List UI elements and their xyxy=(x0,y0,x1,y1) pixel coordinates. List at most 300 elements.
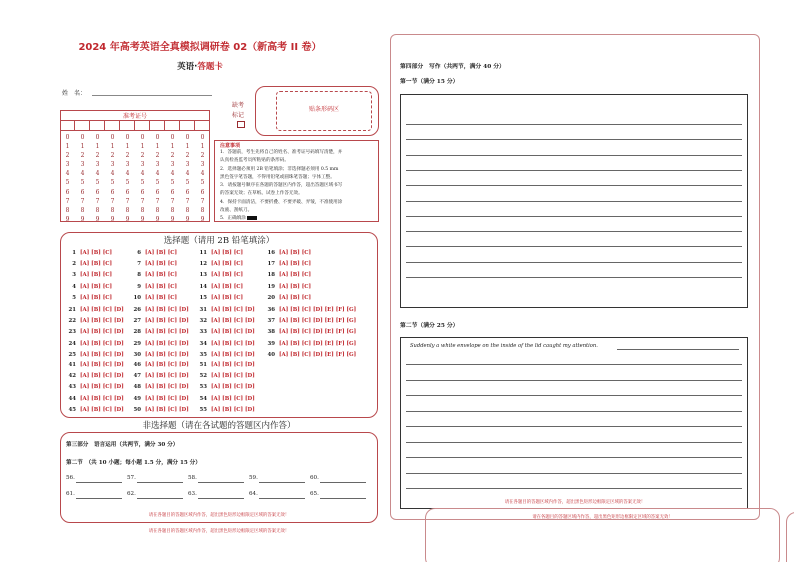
choice-question[interactable] xyxy=(131,250,177,256)
blank-line[interactable] xyxy=(76,482,122,483)
answer-options[interactable]: [A] [B] [C] [D] xyxy=(80,329,124,336)
choice-question[interactable] xyxy=(66,250,112,256)
exam-digit-bubble[interactable]: 9 xyxy=(65,215,70,223)
choice-question[interactable] xyxy=(66,352,124,358)
choice-question[interactable] xyxy=(265,329,356,335)
exam-digit-bubble[interactable]: 4 xyxy=(170,170,175,178)
question-number: 47 xyxy=(133,373,141,380)
exam-digit-bubble[interactable]: 4 xyxy=(65,170,70,178)
answer-options[interactable]: [A] [B] [C] [D] xyxy=(211,362,255,368)
choice-question[interactable] xyxy=(131,318,189,324)
blank-line[interactable] xyxy=(320,498,366,499)
exam-digit-bubble[interactable]: 7 xyxy=(80,197,85,205)
choice-question[interactable] xyxy=(197,284,243,290)
exam-digit-bubble[interactable]: 8 xyxy=(185,206,190,214)
answer-options[interactable]: [A] [B] [C] xyxy=(145,283,178,290)
question-number: 33 xyxy=(199,329,207,336)
exam-digit-cell[interactable] xyxy=(165,121,180,131)
exam-digit-bubble[interactable]: 1 xyxy=(200,143,205,151)
answer-options[interactable]: [A] [B] [C] xyxy=(80,272,113,279)
exam-digit-bubble[interactable]: 4 xyxy=(155,170,160,178)
answer-options[interactable]: [A] [B] [C] [D] xyxy=(80,395,124,402)
choice-question[interactable] xyxy=(197,318,255,324)
exam-digit-bubble[interactable]: 6 xyxy=(125,188,130,196)
answer-options[interactable]: [A] [B] [C] [D] xyxy=(145,406,189,413)
exam-digit-bubble[interactable]: 3 xyxy=(65,161,70,169)
exam-digit-bubble[interactable]: 6 xyxy=(110,188,115,196)
choice-question[interactable] xyxy=(66,396,124,402)
absent-checkbox[interactable] xyxy=(237,121,245,128)
part4-label: 第四部分 写作（共两节，满分 40 分） xyxy=(400,64,505,70)
exam-digit-bubble[interactable]: 6 xyxy=(170,188,175,196)
exam-digit-bubble[interactable]: 0 xyxy=(80,134,85,141)
exam-digit-bubble[interactable]: 1 xyxy=(140,143,145,151)
exam-digit-cell[interactable] xyxy=(180,121,195,131)
answer-options[interactable]: [A] [B] [C] [D] xyxy=(145,318,189,325)
writing-line[interactable] xyxy=(406,139,742,140)
answer-options[interactable]: [A] [B] [C] [D] xyxy=(145,329,189,336)
exam-digit-bubble[interactable]: 1 xyxy=(110,143,115,151)
answer-options[interactable]: [A] [B] [C] xyxy=(80,250,113,256)
exam-digit-bubble[interactable]: 8 xyxy=(155,206,160,214)
exam-digit-bubble[interactable]: 9 xyxy=(125,215,130,223)
exam-digit-bubble[interactable]: 7 xyxy=(125,197,130,205)
exam-digit-bubble[interactable]: 8 xyxy=(170,206,175,214)
choice-question[interactable] xyxy=(265,284,311,290)
choice-question[interactable] xyxy=(265,272,311,278)
writing-line[interactable] xyxy=(406,364,742,365)
blank-line[interactable] xyxy=(198,498,244,499)
exam-digit-bubble[interactable]: 2 xyxy=(185,152,190,160)
question-number: 7 xyxy=(137,261,141,268)
question-number: 49 xyxy=(133,395,141,402)
question-number: 5 xyxy=(72,294,76,301)
writing-line[interactable] xyxy=(406,155,742,156)
exam-digit-bubble[interactable]: 4 xyxy=(140,170,145,178)
exam-digit-bubble[interactable]: 1 xyxy=(65,143,70,151)
page-subtitle: 英语·答题卡 xyxy=(177,62,223,72)
answer-options[interactable]: [A] [B] [C] xyxy=(211,261,244,268)
question-number: 12 xyxy=(199,261,207,268)
exam-digit-bubble[interactable]: 0 xyxy=(170,134,175,141)
question-number: 1 xyxy=(72,250,76,256)
blank-line[interactable] xyxy=(259,482,305,483)
answer-options[interactable]: [A] [B] [C] [D] xyxy=(145,340,189,347)
exam-digit-bubble[interactable]: 0 xyxy=(185,134,190,141)
exam-digit-bubble[interactable]: 1 xyxy=(155,143,160,151)
choice-question[interactable] xyxy=(197,362,255,368)
exam-digit-bubble[interactable]: 8 xyxy=(140,206,145,214)
answer-options[interactable]: [A] [B] [C] [D] xyxy=(145,373,189,380)
exam-digit-bubble[interactable]: 8 xyxy=(80,206,85,214)
exam-digit-bubble[interactable]: 6 xyxy=(65,188,70,196)
question-number: 10 xyxy=(133,294,141,301)
answer-options[interactable]: [A] [B] [C] [D] xyxy=(211,351,255,358)
answer-options[interactable]: [A] [B] [C] [D] xyxy=(145,351,189,358)
question-number: 2 xyxy=(72,261,76,268)
exam-digit-bubble[interactable]: 9 xyxy=(80,215,85,223)
choice-question[interactable] xyxy=(131,295,177,301)
answer-options[interactable]: [A] [B] [C] xyxy=(80,294,113,301)
exam-digit-bubble[interactable]: 7 xyxy=(95,197,100,205)
writing-line[interactable] xyxy=(406,170,742,171)
answer-options[interactable]: [A] [B] [C] [D] xyxy=(80,373,124,380)
exam-digit-bubble[interactable]: 3 xyxy=(95,161,100,169)
choice-question[interactable] xyxy=(197,272,243,278)
exam-digit-bubble[interactable]: 4 xyxy=(80,170,85,178)
answer-options[interactable]: [A] [B] [C] [D] xyxy=(145,362,189,368)
blank-label: 64. xyxy=(249,491,258,497)
question-number: 19 xyxy=(267,283,275,290)
choice-question[interactable] xyxy=(197,373,255,379)
choice-question[interactable] xyxy=(66,373,124,379)
exam-digit-bubble[interactable]: 4 xyxy=(200,170,205,178)
answer-options[interactable]: [A] [B] [C] [D] xyxy=(80,406,124,413)
question-number: 4 xyxy=(72,283,76,290)
exam-digit-bubble[interactable]: 0 xyxy=(125,134,130,141)
exam-digit-bubble[interactable]: 5 xyxy=(110,179,115,187)
exam-digit-bubble[interactable]: 9 xyxy=(155,215,160,223)
exam-digit-column xyxy=(108,133,117,224)
exam-digit-bubble[interactable]: 6 xyxy=(200,188,205,196)
answer-options[interactable]: [A] [B] [C] [D] xyxy=(80,384,124,391)
exam-digit-bubble[interactable]: 8 xyxy=(125,206,130,214)
choice-question[interactable] xyxy=(131,384,189,390)
answer-options[interactable]: [A] [B] [C] xyxy=(279,272,312,279)
answer-options[interactable]: [A] [B] [C] xyxy=(80,283,113,290)
choice-question[interactable] xyxy=(66,295,112,301)
question-number: 13 xyxy=(199,272,207,279)
writing-line[interactable] xyxy=(406,488,742,489)
choice-question[interactable] xyxy=(265,295,311,301)
exam-digit-bubble[interactable]: 2 xyxy=(155,152,160,160)
question-number: 29 xyxy=(133,340,141,347)
exam-digit-bubble[interactable]: 7 xyxy=(170,197,175,205)
question-number: 20 xyxy=(267,294,275,301)
choice-question[interactable] xyxy=(66,407,124,413)
answer-options[interactable]: [A] [B] [C] xyxy=(145,261,178,268)
choice-question[interactable] xyxy=(131,407,189,413)
exam-digit-cell[interactable] xyxy=(135,121,150,131)
exam-digit-cell[interactable] xyxy=(90,121,105,131)
choice-question[interactable] xyxy=(265,261,311,267)
exam-digit-bubble[interactable]: 1 xyxy=(170,143,175,151)
choice-question[interactable] xyxy=(66,384,124,390)
writing-line[interactable] xyxy=(406,426,742,427)
writing-line[interactable] xyxy=(406,395,742,396)
writing-line[interactable] xyxy=(406,473,742,474)
choice-question[interactable] xyxy=(197,407,255,413)
choice-question[interactable] xyxy=(131,329,189,335)
choice-question[interactable] xyxy=(131,352,189,358)
exam-digit-bubble[interactable]: 9 xyxy=(170,215,175,223)
choice-question[interactable] xyxy=(265,318,356,324)
answer-options[interactable]: [A] [B] [C] [D] xyxy=(145,395,189,402)
choice-question[interactable] xyxy=(66,362,124,368)
question-number: 26 xyxy=(133,307,141,313)
choice-question[interactable] xyxy=(197,250,243,256)
exam-digit-bubble[interactable]: 8 xyxy=(200,206,205,214)
writing-line[interactable] xyxy=(406,185,742,186)
answer-options[interactable]: [A] [B] [C] xyxy=(279,294,312,301)
question-number: 48 xyxy=(133,384,141,391)
choice-question[interactable] xyxy=(66,284,112,290)
question-number: 3 xyxy=(72,272,76,279)
writing-line[interactable] xyxy=(406,246,742,247)
answer-options[interactable]: [A] [B] [C] xyxy=(211,272,244,279)
choice-question[interactable] xyxy=(66,329,124,335)
question-number: 22 xyxy=(68,318,76,325)
choice-question[interactable] xyxy=(197,295,243,301)
answer-options[interactable]: [A] [B] [C] [D] xyxy=(211,395,255,402)
writing-line[interactable] xyxy=(406,442,742,443)
choice-question[interactable] xyxy=(265,341,356,347)
exam-digit-cell[interactable] xyxy=(105,121,120,131)
answer-options[interactable]: [A] [B] [C] [D] xyxy=(211,340,255,347)
exam-digit-bubble[interactable]: 0 xyxy=(140,134,145,141)
exam-digit-bubble[interactable]: 5 xyxy=(65,179,70,187)
choice-question[interactable] xyxy=(197,341,255,347)
choice-question[interactable] xyxy=(66,341,124,347)
exam-digit-bubble[interactable]: 9 xyxy=(200,215,205,223)
exam-digit-bubble[interactable]: 2 xyxy=(80,152,85,160)
answer-options[interactable]: [A] [B] [C] [D] [E] [F] [G] xyxy=(279,307,357,313)
exam-digit-bubble[interactable]: 6 xyxy=(185,188,190,196)
writing-section2-box[interactable] xyxy=(400,337,748,509)
blank-label: 56. xyxy=(66,475,75,481)
exam-digit-column xyxy=(153,133,162,224)
answer-options[interactable]: [A] [B] [C] [D] xyxy=(211,373,255,380)
exam-digit-bubble[interactable]: 2 xyxy=(95,152,100,160)
exam-digit-bubble[interactable]: 6 xyxy=(80,188,85,196)
choice-question[interactable] xyxy=(66,261,112,267)
answer-options[interactable]: [A] [B] [C] [D] [E] [F] [G] xyxy=(279,340,357,347)
choice-question[interactable] xyxy=(131,396,189,402)
exam-digit-bubble[interactable]: 3 xyxy=(125,161,130,169)
exam-digit-bubble[interactable]: 5 xyxy=(95,179,100,187)
choice-question[interactable] xyxy=(66,318,124,324)
choice-question[interactable] xyxy=(265,307,356,313)
exam-digit-bubble[interactable]: 7 xyxy=(155,197,160,205)
choice-question[interactable] xyxy=(197,329,255,335)
exam-digit-bubble[interactable]: 7 xyxy=(110,197,115,205)
exam-digit-bubble[interactable]: 3 xyxy=(110,161,115,169)
choice-question[interactable] xyxy=(265,250,311,256)
answer-options[interactable]: [A] [B] [C] [D] xyxy=(80,351,124,358)
answer-options[interactable]: [A] [B] [C] [D] xyxy=(80,362,124,368)
name-line[interactable] xyxy=(92,95,212,96)
answer-options[interactable]: [A] [B] [C] [D] xyxy=(80,318,124,325)
blank-label: 63. xyxy=(188,491,197,497)
exam-digit-bubble[interactable]: 3 xyxy=(80,161,85,169)
writing-line[interactable] xyxy=(406,380,742,381)
exam-digit-bubble[interactable]: 1 xyxy=(185,143,190,151)
right-warning: 请在各题目的答题区域内作答，超出黑色矩形边框限定区域的答案无效！ xyxy=(504,500,646,505)
answer-options[interactable]: [A] [B] [C] xyxy=(211,294,244,301)
question-number: 39 xyxy=(267,340,275,347)
answer-options[interactable]: [A] [B] [C] xyxy=(279,261,312,268)
choice-question[interactable] xyxy=(131,261,177,267)
exam-digit-bubble[interactable]: 0 xyxy=(110,134,115,141)
answer-options[interactable]: [A] [B] [C] [D] xyxy=(211,318,255,325)
choice-question[interactable] xyxy=(197,384,255,390)
exam-digit-bubble[interactable]: 7 xyxy=(200,197,205,205)
exam-digit-bubble[interactable]: 4 xyxy=(185,170,190,178)
exam-digit-cell[interactable] xyxy=(60,121,75,131)
answer-options[interactable]: [A] [B] [C] [D] xyxy=(80,307,124,313)
exam-digit-bubble[interactable]: 2 xyxy=(125,152,130,160)
exam-digit-bubble[interactable]: 2 xyxy=(110,152,115,160)
choice-question[interactable] xyxy=(197,261,243,267)
answer-options[interactable]: [A] [B] [C] [D] xyxy=(80,340,124,347)
question-number: 9 xyxy=(137,283,141,290)
question-number: 51 xyxy=(199,362,207,368)
choice-question[interactable] xyxy=(66,307,124,313)
exam-digit-bubble[interactable]: 9 xyxy=(95,215,100,223)
question-number: 16 xyxy=(267,250,275,256)
writing-section1-label: 第一节（满分 15 分） xyxy=(400,79,459,85)
answer-options[interactable]: [A] [B] [C] [D] xyxy=(211,406,255,413)
choice-question[interactable] xyxy=(131,362,189,368)
choice-question[interactable] xyxy=(131,373,189,379)
exam-digit-bubble[interactable]: 0 xyxy=(65,134,70,141)
question-number: 17 xyxy=(267,261,275,268)
answer-options[interactable]: [A] [B] [C] xyxy=(211,250,244,256)
choice-question[interactable] xyxy=(197,352,255,358)
answer-options[interactable]: [A] [B] [C] [D] xyxy=(145,307,189,313)
exam-digit-bubble[interactable]: 5 xyxy=(200,179,205,187)
answer-options[interactable]: [A] [B] [C] xyxy=(145,294,178,301)
part3-label: 第三部分 语言运用（共两节，满分 30 分） xyxy=(66,442,179,448)
writing-line[interactable] xyxy=(406,457,742,458)
exam-digit-bubble[interactable]: 9 xyxy=(110,215,115,223)
question-number: 36 xyxy=(267,307,275,313)
answer-options[interactable]: [A] [B] [C] xyxy=(279,250,312,256)
writing-line[interactable] xyxy=(406,411,742,412)
writing-line[interactable] xyxy=(406,216,742,217)
exam-digit-bubble[interactable]: 6 xyxy=(155,188,160,196)
exam-digit-bubble[interactable]: 0 xyxy=(155,134,160,141)
exam-digit-bubble[interactable]: 1 xyxy=(95,143,100,151)
question-number: 42 xyxy=(68,373,76,380)
question-number: 55 xyxy=(199,406,207,413)
exam-digit-bubble[interactable]: 2 xyxy=(200,152,205,160)
choice-question[interactable] xyxy=(131,307,189,313)
exam-digit-bubble[interactable]: 5 xyxy=(80,179,85,187)
exam-digit-bubble[interactable]: 5 xyxy=(140,179,145,187)
exam-digit-bubble[interactable]: 7 xyxy=(65,197,70,205)
exam-digit-bubble[interactable]: 7 xyxy=(185,197,190,205)
answer-options[interactable]: [A] [B] [C] xyxy=(279,283,312,290)
exam-digit-cell[interactable] xyxy=(75,121,90,131)
answer-options[interactable]: [A] [B] [C] xyxy=(145,250,178,256)
question-number: 38 xyxy=(267,329,275,336)
exam-digit-cell[interactable] xyxy=(195,121,210,131)
question-number: 43 xyxy=(68,384,76,391)
answer-options[interactable]: [A] [B] [C] [D] [E] [F] [G] xyxy=(279,329,357,336)
exam-digit-bubble[interactable]: 1 xyxy=(125,143,130,151)
answer-options[interactable]: [A] [B] [C] [D] xyxy=(145,384,189,391)
exam-digit-bubble[interactable]: 5 xyxy=(170,179,175,187)
writing-line[interactable] xyxy=(406,201,742,202)
exam-digit-bubble[interactable]: 5 xyxy=(155,179,160,187)
exam-digit-column xyxy=(78,133,87,224)
choice-question[interactable] xyxy=(66,272,112,278)
exam-digit-bubble[interactable]: 6 xyxy=(140,188,145,196)
choice-question[interactable] xyxy=(265,352,356,358)
exam-digit-bubble[interactable]: 0 xyxy=(200,134,205,141)
exam-digit-bubble[interactable]: 4 xyxy=(125,170,130,178)
exam-digit-column xyxy=(123,133,132,224)
exam-digit-bubble[interactable]: 8 xyxy=(95,206,100,214)
choice-question[interactable] xyxy=(131,341,189,347)
answer-options[interactable]: [A] [B] [C] xyxy=(211,283,244,290)
exam-digit-column xyxy=(138,133,147,224)
exam-digit-bubble[interactable]: 8 xyxy=(110,206,115,214)
exam-digit-bubble[interactable]: 6 xyxy=(95,188,100,196)
writing-line[interactable] xyxy=(406,231,742,232)
exam-digit-cell[interactable] xyxy=(120,121,135,131)
exam-digit-bubble[interactable]: 2 xyxy=(65,152,70,160)
exam-digit-bubble[interactable]: 2 xyxy=(140,152,145,160)
exam-digit-bubble[interactable]: 2 xyxy=(170,152,175,160)
answer-options[interactable]: [A] [B] [C] [D] xyxy=(211,307,255,313)
blank-line[interactable] xyxy=(137,498,183,499)
answer-options[interactable]: [A] [B] [C] [D] [E] [F] [G] xyxy=(279,318,357,325)
blank-line[interactable] xyxy=(259,498,305,499)
choice-question[interactable] xyxy=(131,272,177,278)
exam-digit-bubble[interactable]: 4 xyxy=(110,170,115,178)
writing-line[interactable] xyxy=(406,277,742,278)
exam-digit-bubble[interactable]: 9 xyxy=(140,215,145,223)
exam-digit-bubble[interactable]: 5 xyxy=(125,179,130,187)
exam-digit-bubble[interactable]: 3 xyxy=(140,161,145,169)
answer-options[interactable]: [A] [B] [C] xyxy=(80,261,113,268)
absent-label-2: 标记 xyxy=(232,112,245,119)
blank-label: 60. xyxy=(310,475,319,481)
exam-digit-column xyxy=(198,133,207,224)
exam-digit-bubble[interactable]: 1 xyxy=(80,143,85,151)
exam-digit-bubble[interactable]: 3 xyxy=(200,161,205,169)
exam-digit-bubble[interactable]: 5 xyxy=(185,179,190,187)
answer-options[interactable]: [A] [B] [C] [D] [E] [F] [G] xyxy=(279,351,357,358)
exam-digit-bubble[interactable]: 3 xyxy=(170,161,175,169)
exam-digit-bubble[interactable]: 3 xyxy=(155,161,160,169)
blank-line[interactable] xyxy=(198,482,244,483)
blank-label: 59. xyxy=(249,475,258,481)
blank-label: 61. xyxy=(66,491,75,497)
exam-digit-bubble[interactable]: 0 xyxy=(95,134,100,141)
blank-line[interactable] xyxy=(76,498,122,499)
writing-line[interactable] xyxy=(406,262,742,263)
answer-options[interactable]: [A] [B] [C] [D] xyxy=(211,329,255,336)
exam-digit-bubble[interactable]: 3 xyxy=(185,161,190,169)
question-number: 54 xyxy=(199,395,207,402)
writing-line[interactable] xyxy=(406,124,742,125)
choice-question[interactable] xyxy=(197,396,255,402)
exam-digit-bubble[interactable]: 4 xyxy=(95,170,100,178)
exam-digit-cell[interactable] xyxy=(150,121,165,131)
answer-options[interactable]: [A] [B] [C] [D] xyxy=(211,384,255,391)
exam-digit-bubble[interactable]: 8 xyxy=(65,206,70,214)
choice-question[interactable] xyxy=(197,307,255,313)
blank-line[interactable] xyxy=(320,482,366,483)
exam-digit-bubble[interactable]: 7 xyxy=(140,197,145,205)
blank-line[interactable] xyxy=(137,482,183,483)
exam-digit-bubble[interactable]: 9 xyxy=(185,215,190,223)
choice-question[interactable] xyxy=(131,284,177,290)
answer-options[interactable]: [A] [B] [C] xyxy=(145,272,178,279)
